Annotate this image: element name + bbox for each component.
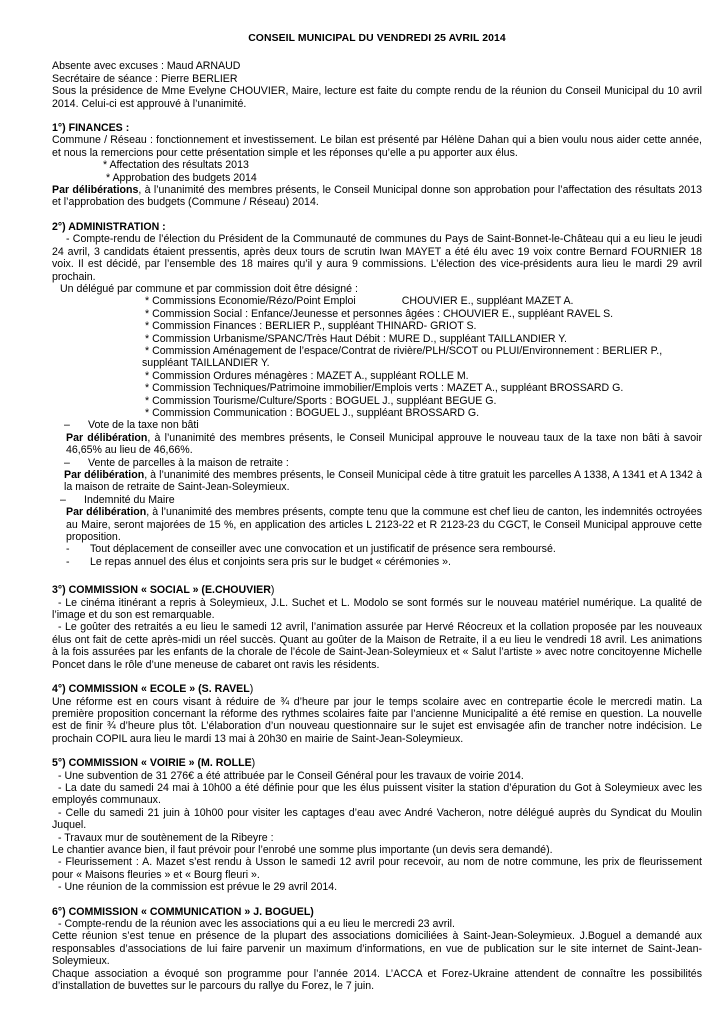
voirie-station: - La date du samedi 24 mai à 10h00 a été définie pour que les élus puissent visiter la station d’épuration du Got à Soleymieux avec les employés communaux. [52,781,702,807]
section-ecole-heading-end: ) [249,683,254,696]
social-cinema-paragraph: - Le cinéma itinérant a repris à Soleymieux, J.L. Suchet et L. Modolo se sont formés sur le nouveau matériel numérique. La qualité de l’image et du son est remarquable. [52,596,702,622]
section-ecole-heading [52,683,702,695]
commission-techniques: * Commission Techniques/Patrimoine immobilier/Emplois verts : MAZET A., suppléant BROSSARD G. [145,382,624,395]
document-page [52,33,702,992]
commission-finances: * Commission Finances : BERLIER P., suppléant THINARD- GRIOT S. [145,320,477,333]
deliberation-text: , à l’unanimité des membres présents, le Conseil Municipal cède à titre gratuit les parcelles A 1338, A 1341 et A 1342 à la maison de retraite de Saint-Jean-Soleymieux. [64,469,702,494]
commission-economie [52,295,702,307]
communication-reunion: Cette réunion s’est tenue en présence de la plupart des associations domiciliées à Saint-Jean-Soleymieux. J.Boguel a demandé aux responsables d’associations de lui faire parvenir un maximum d’informations, en vue de publication sur le site internet de Saint-Jean-Soleymieux. [52,930,702,968]
vente-parcelles-title: – Vente de parcelles à la maison de retraite : [64,456,289,469]
deliberation-text: , à l’unanimité des membres présents, compte tenu que la commune est chef lieu de canton, les indemnités octroyées au Maire, seront majorées de 15 %, en application des articles L 2123-22 et R 2123-23 du CGCT, le Conseil Municipal approuve cette proposition. [66,506,702,544]
ecole-paragraph: Une réforme est en cours visant à réduire de ¾ d’heure par jour le temps scolaire avec en contrepartie école le mercredi matin. La première proposition concernant la réforme des rythmes scolaires faite par l’ancienne Municipalité a été remise en question. La nouvelle est de finir ¾ d’heure plus tôt. L’élaboration d’un nouveau questionnaire sur le sujet est envisagée afin de trancher notre indécision. Le prochain COPIL aura lieu le mardi 13 mai à 20h30 en mairie de Saint-Jean-Soleymieux. [52,695,702,745]
deliberation-text: , à l’unanimité des membres présents, le Conseil Municipal approuve le nouveau taux de la taxe non bâti à savoir 46,65% au lieu de 46,66%. [66,431,702,457]
finances-bullet-budgets: * Approbation des budgets 2014 [106,171,257,184]
commission-amenagement: * Commission Aménagement de l’espace/Contrat de rivière/PLH/SCOT ou PLUI/Environnement : BERLIER P., suppléant TAILLANDIER Y. [142,344,663,370]
commission-tourisme: * Commission Tourisme/Culture/Sports : BOGUEL J., suppléant BEGUE G. [145,394,497,407]
voirie-subvention: - Une subvention de 31 276€ a été attribuée par le Conseil Général pour les travaux de voirie 2014. [58,769,524,782]
section-social-heading-text: 3°) COMMISSION « SOCIAL » (E.CHOUVIER [52,584,271,597]
deliberation-label: Par délibération [66,431,148,444]
voirie-fleurissement: - Fleurissement : A. Mazet s’est rendu à Usson le samedi 12 avril pour recevoir, au nom de notre commune, les prix de fleurissement pour « Maisons fleuries » et « Bourg fleuri ». [52,856,702,881]
deplacement-text: Tout déplacement de conseiller avec une convocation et un justificatif de présence sera remboursé. [90,543,556,556]
communication-compte-rendu: - Compte-rendu de la réunion avec les associations qui a eu lieu le mercredi 23 avril. [58,918,455,930]
administration-delegate-line: Un délégué par commune et par commission doit être désigné : [60,282,358,295]
intro-absent: Absente avec excuses : Maud ARNAUD [52,60,241,73]
commission-ordures: * Commission Ordures ménagères : MAZET A., suppléant ROLLE M. [145,369,469,382]
section-voirie-heading-text: 5°) COMMISSION « VOIRIE » (M. ROLLE [52,757,252,770]
voirie-captages: - Celle du samedi 21 juin à 10h00 pour visiter les captages d’eau avec André Vacheron, notre délégué auprès du Syndicat du Moulin Juquel. [52,806,702,832]
communication-programme: Chaque association a évoqué son programme pour l’année 2014. L’ACCA et Forez-Ukraine attendent de connaître les possibilités d’installation de buvettes sur le parcours du rallye du Forez, le 7 juin. [52,967,702,993]
vente-parcelles-deliberation [52,469,702,494]
social-gouter-paragraph: - Le goûter des retraités a eu lieu le samedi 12 avril, l’animation assurée par Hervé Réocreux et la collation proposée par les nouveaux élus ont fait de cette après-midi un réel succès. Quant au goûter de la Maison de Retraite, il a eu lieu le vendredi 18 avril. Les animations à la fois assurées par les enfants de la chorale de l’école de Saint-Jean-Soleymieux et « Salut l’artiste » avec notre concitoyenne Michelle Poncet dans le rôle d’une meneuse de cabaret ont ravis les résidents. [52,621,702,671]
intro-presidency: Sous la présidence de Mme Evelyne CHOUVIER, Maire, lecture est faite du compte rendu de la réunion du Conseil Municipal du 10 avril 2014. Celui-ci est approuvé à l’unanimité. [52,85,702,110]
vente-parcelles-text: Vente de parcelles à la maison de retraite : [88,456,289,469]
section-finances-heading: 1°) FINANCES : [52,122,130,135]
commission-economie-name: * Commissions Economie/Rézo/Point Emploi [145,295,356,308]
commission-urbanisme: * Commission Urbanisme/SPANC/Très Haut Débit : MURE D., suppléant TAILLANDIER Y. [145,332,567,345]
intro-secretary: Secrétaire de séance : Pierre BERLIER [52,72,238,85]
section-ecole-heading-text: 4°) COMMISSION « ECOLE » (S. RAVEL [52,683,250,696]
vote-taxe-text: Vote de la taxe non bâti [88,419,199,432]
deliberation-label: Par délibération [66,506,147,519]
voirie-travaux: - Travaux mur de soutènement de la Ribeyre : [58,831,274,844]
voirie-chantier: Le chantier avance bien, il faut prévoir pour l’enrobé une somme plus importante (un devis sera demandé). [52,843,553,856]
deliberation-label: Par délibération [64,469,145,481]
section-voirie-heading-end: ) [251,757,256,770]
administration-election-paragraph: - Compte-rendu de l’élection du Président de la Communauté de communes du Pays de Saint-Bonnet-le-Château qui a eu lieu le jeudi 24 avril, 3 candidats étaient pressentis, après deux tours de scrutin Iwan MAYET a été élu avec 19 voix contre Bernard FOURNIER 18 voix. Il est décidé, par l’ensemble des 18 maires qu’il y aura 9 commissions. L’élection des vice-présidents aura lieu le mardi 29 avril prochain. [52,233,702,283]
voirie-reunion: - Une réunion de la commission est prévue le 29 avril 2014. [58,881,338,894]
section-administration-heading: 2°) ADMINISTRATION : [52,220,166,233]
indemnite-text: Indemnité du Maire [84,493,175,506]
commission-economie-members: CHOUVIER E., suppléant MAZET A. [401,295,574,308]
section-social-heading [52,584,702,596]
section-voirie-heading [52,757,702,769]
deplacement-line: - Tout déplacement de conseiller avec une convocation et un justificatif de présence sera remboursé. [66,543,556,556]
indemnite-title: – Indemnité du Maire [60,493,175,506]
commission-social: * Commission Social : Enfance/Jeunesse et personnes âgées : CHOUVIER E., suppléant RAVEL S. [145,307,614,320]
repas-text: Le repas annuel des élus et conjoints sera pris sur le budget « cérémonies ». [90,555,451,568]
finances-deliberation [52,184,702,209]
indemnite-deliberation [52,506,702,543]
section-social-heading-end: ) [270,584,275,597]
commission-communication: * Commission Communication : BOGUEL J., suppléant BROSSARD G. [145,406,480,419]
finances-bullet-affectation: * Affectation des résultats 2013 [103,159,249,172]
repas-line: - Le repas annuel des élus et conjoints sera pris sur le budget « cérémonies ». [66,555,451,568]
vote-taxe-title: – Vote de la taxe non bâti [64,419,199,432]
deliberation-text: , à l’unanimité des membres présents, le Conseil Municipal donne son approbation pour l’affectation des résultats 2013 et l’approbation des budgets (Commune / Réseau) 2014. [52,184,702,209]
finances-paragraph: Commune / Réseau : fonctionnement et investissement. Le bilan est présenté par Hélène Dahan qui a bien voulu nous aider cette année, et nous la remercions pour cette présentation simple et les réponses qu’elle a pu apporter aux élus. [52,134,702,159]
section-communication-heading: 6°) COMMISSION « COMMUNICATION » J. BOGUEL) [52,905,314,918]
vote-taxe-deliberation [52,432,702,457]
document-title: CONSEIL MUNICIPAL DU VENDREDI 25 AVRIL 2014 [248,33,506,44]
deliberation-label: Par délibérations [52,184,139,197]
